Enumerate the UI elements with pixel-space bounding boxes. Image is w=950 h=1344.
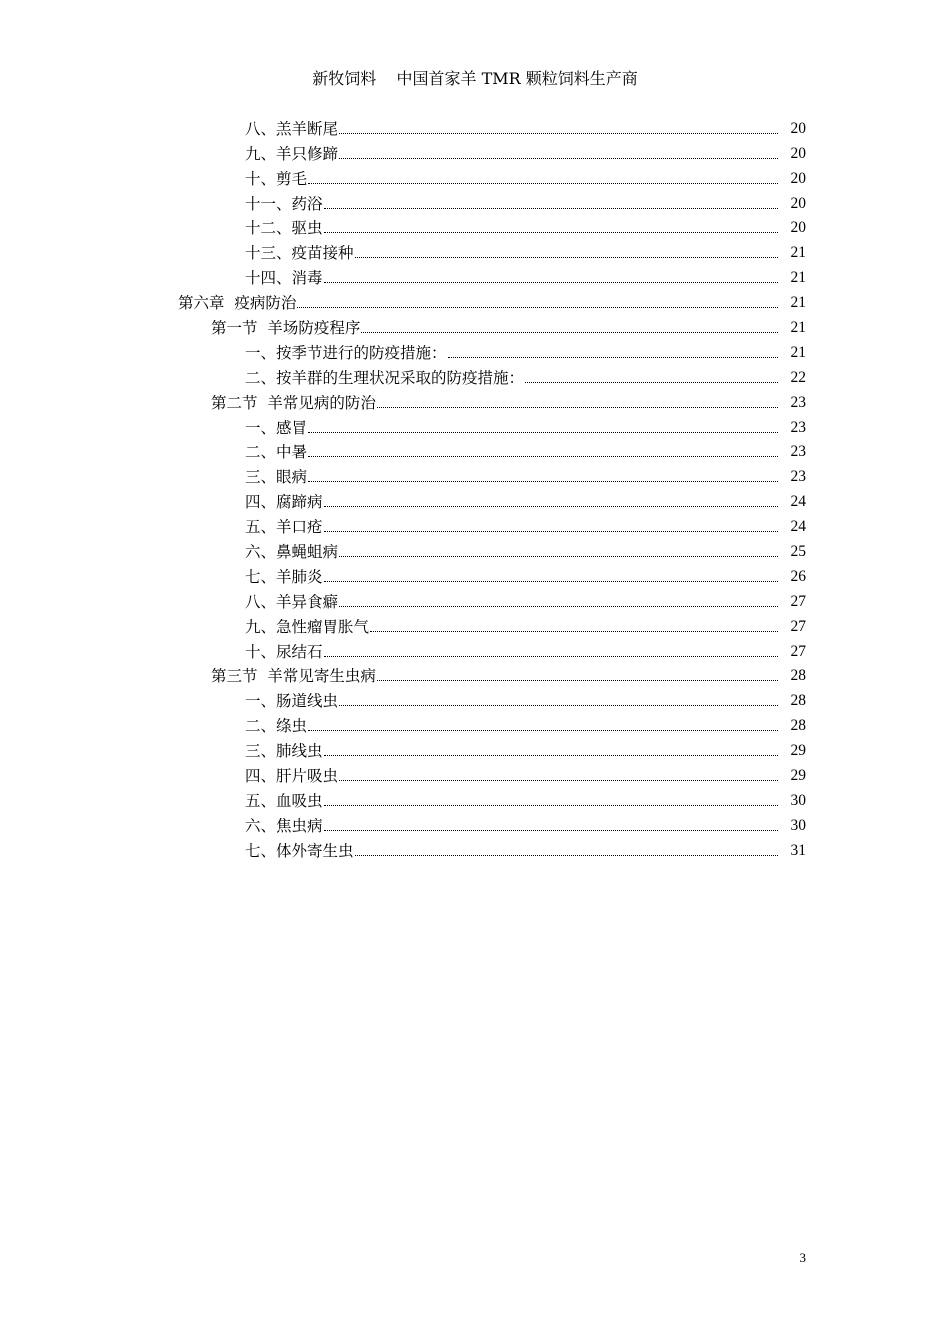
toc-entry-title: 十、剪毛	[245, 169, 308, 188]
toc-entry[interactable]	[0, 141, 950, 166]
toc-entry-page: 21	[790, 294, 806, 312]
toc-entry[interactable]	[0, 738, 950, 763]
toc-entry[interactable]	[0, 564, 950, 589]
toc-entry[interactable]	[0, 265, 950, 290]
toc-entry-title: 第二节 羊常见病的防治	[211, 393, 376, 412]
toc-entry[interactable]	[0, 589, 950, 614]
toc-dot-leader	[370, 630, 778, 632]
toc-dot-leader	[377, 679, 778, 681]
toc-entry-title: 第三节 羊常见寄生虫病	[211, 667, 376, 686]
toc-entry[interactable]	[0, 688, 950, 713]
toc-entry[interactable]	[0, 713, 950, 738]
toc-entry-page: 20	[790, 144, 806, 162]
toc-entry-title: 二、中暑	[245, 443, 308, 462]
toc-entry[interactable]	[0, 489, 950, 514]
toc-entry-title: 九、急性瘤胃胀气	[245, 617, 370, 636]
toc-entry[interactable]	[0, 614, 950, 639]
toc-entry[interactable]	[0, 216, 950, 241]
toc-dot-leader	[324, 655, 778, 657]
toc-entry-page: 27	[790, 642, 806, 660]
toc-entry[interactable]	[0, 664, 950, 689]
toc-dot-leader	[308, 729, 778, 731]
toc-entry-page: 26	[790, 567, 806, 585]
toc-dot-leader	[324, 231, 778, 233]
toc-dot-leader	[308, 182, 778, 184]
toc-dot-leader	[377, 406, 778, 408]
toc-dot-leader	[448, 356, 778, 358]
toc-entry[interactable]	[0, 166, 950, 191]
toc-entry-page: 28	[790, 692, 806, 710]
toc-entry-title: 四、肝片吸虫	[245, 767, 339, 786]
toc-entry-title: 四、腐蹄病	[245, 493, 323, 512]
toc-entry[interactable]	[0, 116, 950, 141]
toc-entry-page: 25	[790, 543, 806, 561]
toc-dot-leader	[355, 256, 778, 258]
toc-entry[interactable]	[0, 365, 950, 390]
toc-entry-page: 27	[790, 592, 806, 610]
toc-entry-title: 三、肺线虫	[245, 742, 323, 761]
toc-entry-title: 十、尿结石	[245, 642, 323, 661]
toc-entry[interactable]	[0, 191, 950, 216]
toc-dot-leader	[339, 779, 778, 781]
toc-entry-title: 第六章 疫病防治	[178, 294, 297, 313]
toc-dot-leader	[297, 306, 778, 308]
toc-entry-page: 30	[790, 791, 806, 809]
toc-entry-title: 十三、疫苗接种	[245, 244, 354, 263]
toc-entry[interactable]	[0, 639, 950, 664]
table-of-contents	[0, 116, 950, 863]
toc-entry[interactable]	[0, 514, 950, 539]
toc-dot-leader	[339, 555, 778, 557]
toc-entry-title: 一、肠道线虫	[245, 692, 339, 711]
toc-entry-title: 八、羊异食癖	[245, 592, 339, 611]
toc-entry-page: 28	[790, 667, 806, 685]
toc-dot-leader	[324, 754, 778, 756]
toc-dot-leader	[308, 431, 778, 433]
toc-dot-leader	[525, 381, 778, 383]
toc-entry-title: 七、羊肺炎	[245, 567, 323, 586]
toc-dot-leader	[339, 704, 778, 706]
toc-entry[interactable]	[0, 340, 950, 365]
toc-entry-page: 31	[790, 841, 806, 859]
toc-entry[interactable]	[0, 763, 950, 788]
toc-entry-page: 24	[790, 518, 806, 536]
toc-entry[interactable]	[0, 813, 950, 838]
toc-entry-page: 22	[790, 368, 806, 386]
toc-entry-page: 23	[790, 468, 806, 486]
toc-dot-leader	[339, 157, 778, 159]
toc-dot-leader	[324, 804, 778, 806]
toc-entry-title: 二、绦虫	[245, 717, 308, 736]
toc-entry-title: 六、焦虫病	[245, 816, 323, 835]
toc-dot-leader	[308, 480, 778, 482]
toc-entry-title: 一、按季节进行的防疫措施：	[245, 343, 447, 362]
toc-entry-page: 29	[790, 742, 806, 760]
toc-entry-title: 一、感冒	[245, 418, 308, 437]
toc-entry-title: 八、羔羊断尾	[245, 119, 339, 138]
toc-entry-page: 29	[790, 767, 806, 785]
toc-dot-leader	[355, 854, 778, 856]
toc-entry-page: 21	[790, 343, 806, 361]
toc-entry[interactable]	[0, 415, 950, 440]
toc-entry[interactable]	[0, 838, 950, 863]
toc-entry-page: 20	[790, 169, 806, 187]
toc-entry[interactable]	[0, 539, 950, 564]
toc-entry[interactable]	[0, 240, 950, 265]
page-header: 新牧饲料 中国首家羊 TMR 颗粒饲料生产商	[312, 69, 638, 88]
toc-entry-page: 21	[790, 244, 806, 262]
toc-entry-page: 23	[790, 418, 806, 436]
toc-dot-leader	[324, 829, 778, 831]
toc-entry-title: 三、眼病	[245, 468, 308, 487]
toc-entry-title: 十一、药浴	[245, 194, 323, 213]
toc-entry-title: 五、羊口疮	[245, 518, 323, 537]
toc-entry-page: 23	[790, 393, 806, 411]
toc-entry-title: 第一节 羊场防疫程序	[211, 319, 361, 338]
toc-entry-title: 十二、驱虫	[245, 219, 323, 238]
toc-entry[interactable]	[0, 290, 950, 315]
toc-dot-leader	[324, 505, 778, 507]
toc-entry[interactable]	[0, 464, 950, 489]
toc-entry-page: 24	[790, 493, 806, 511]
toc-dot-leader	[308, 455, 778, 457]
toc-entry-title: 十四、消毒	[245, 269, 323, 288]
toc-entry-page: 28	[790, 717, 806, 735]
toc-dot-leader	[324, 281, 778, 283]
toc-entry[interactable]	[0, 788, 950, 813]
toc-entry-page: 20	[790, 194, 806, 212]
toc-entry-title: 五、血吸虫	[245, 791, 323, 810]
toc-entry-page: 23	[790, 443, 806, 461]
toc-entry-page: 20	[790, 219, 806, 237]
toc-entry[interactable]	[0, 440, 950, 465]
toc-entry-page: 20	[790, 119, 806, 137]
toc-entry-page: 21	[790, 269, 806, 287]
toc-dot-leader	[324, 530, 778, 532]
toc-dot-leader	[339, 605, 778, 607]
toc-entry[interactable]	[0, 315, 950, 340]
toc-entry-page: 30	[790, 816, 806, 834]
toc-dot-leader	[361, 331, 778, 333]
toc-entry[interactable]	[0, 390, 950, 415]
toc-dot-leader	[324, 580, 778, 582]
toc-entry-page: 21	[790, 319, 806, 337]
toc-dot-leader	[324, 207, 778, 209]
toc-entry-title: 七、体外寄生虫	[245, 841, 354, 860]
toc-entry-title: 二、按羊群的生理状况采取的防疫措施：	[245, 368, 525, 387]
toc-entry-title: 六、鼻蝇蛆病	[245, 543, 339, 562]
toc-dot-leader	[339, 132, 778, 134]
toc-entry-title: 九、羊只修蹄	[245, 144, 339, 163]
page-number: 3	[799, 1250, 806, 1265]
toc-entry-page: 27	[790, 617, 806, 635]
